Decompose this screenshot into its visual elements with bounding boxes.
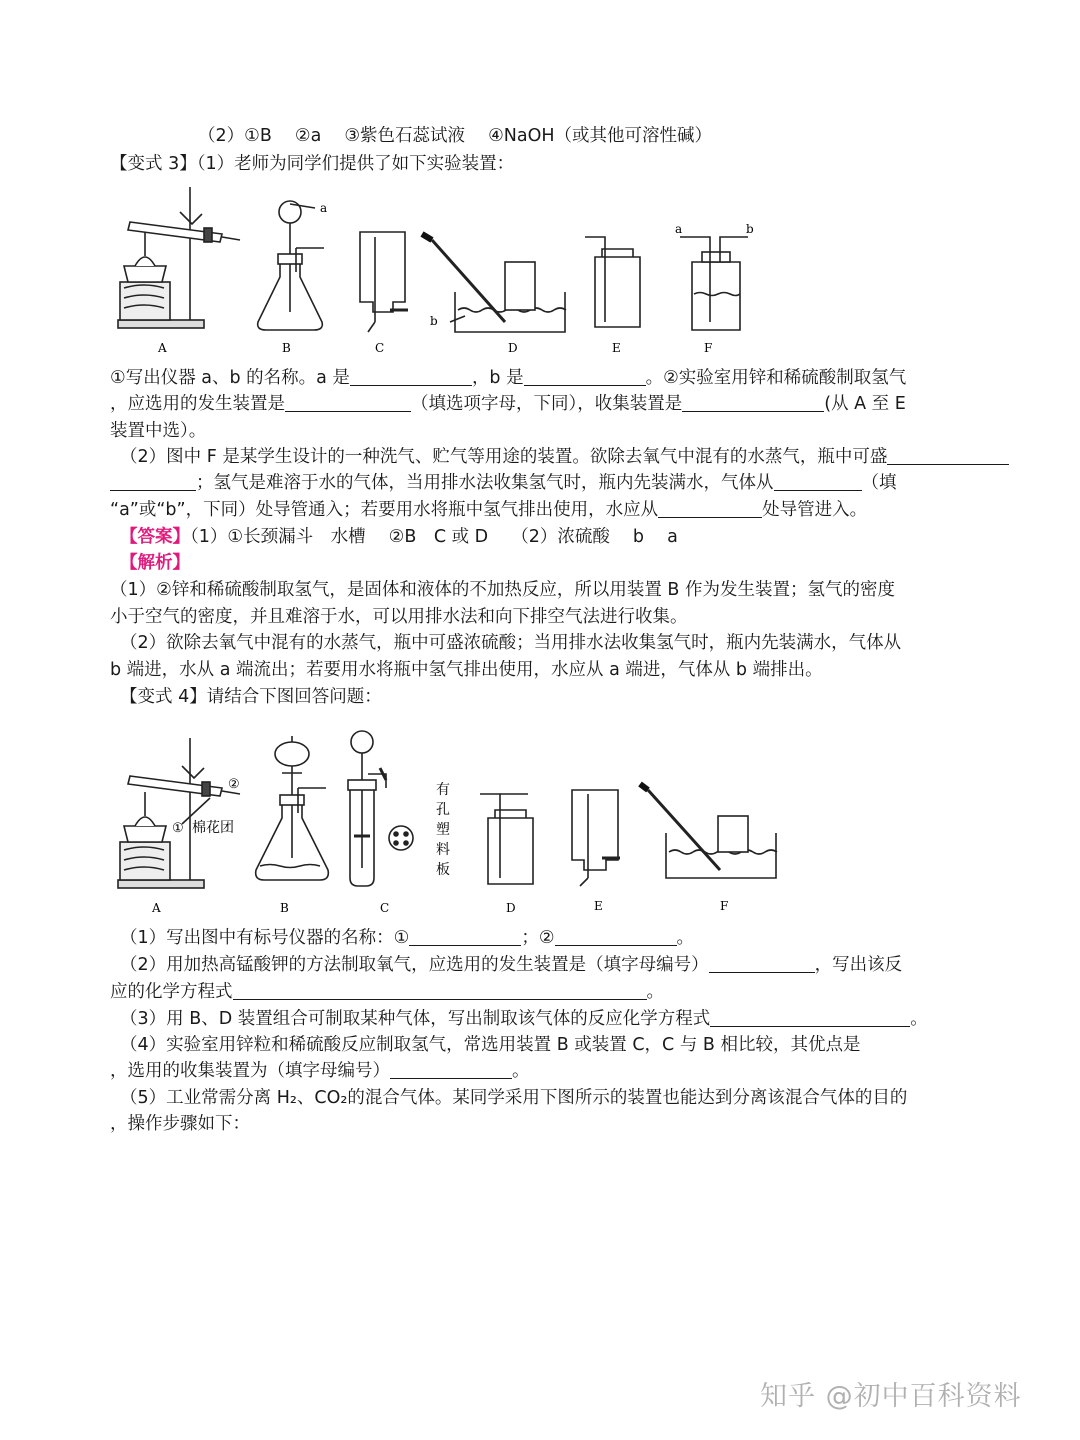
- blank-equation-2[interactable]: [710, 1006, 910, 1027]
- fig1-label-e: E: [612, 341, 621, 355]
- apparatus-e: [585, 237, 640, 327]
- answer-line: 【答案】（1）①长颈漏斗 水槽 ②B C 或 D （2）浓硫酸 b a: [120, 527, 678, 547]
- svg-text:a: a: [320, 201, 328, 215]
- svg-text:b: b: [430, 314, 438, 328]
- analysis-line1: （1）②锌和稀硫酸制取氢气，是固体和液体的不加热反应，所以用装置 B 作为发生装置；氢气的密度: [110, 580, 895, 600]
- apparatus-f: [680, 237, 748, 330]
- blank-generator-2[interactable]: [709, 952, 815, 973]
- fig2-label-d: D: [506, 901, 516, 915]
- q3-part2-line1: （2）图中 F 是某学生设计的一种洗气、贮气等用途的装置。欲除去氧气中混有的水蒸气，瓶中可盛: [120, 444, 1009, 470]
- analysis-tag: 【解析】: [120, 553, 190, 573]
- apparatus-figure-2: [110, 718, 790, 918]
- blank-collector[interactable]: [682, 391, 824, 412]
- fig1-label-d: D: [508, 341, 518, 355]
- v4-q1: （1）写出图中有标号仪器的名称：① ；② 。: [120, 925, 694, 951]
- blank-water-inlet[interactable]: [658, 497, 762, 518]
- blank-reagent-cont[interactable]: [110, 470, 196, 491]
- fig2-label-a: A: [152, 901, 161, 915]
- fig1-label-b: B: [282, 341, 291, 355]
- fig1-label-c: C: [375, 341, 385, 355]
- fig1-label-f: F: [704, 341, 713, 355]
- apparatus-a: [118, 187, 240, 328]
- fig2-label-b: B: [280, 901, 289, 915]
- apparatus-f: [640, 784, 777, 878]
- v4-q2-line1: （2）用加热高锰酸钾的方法制取氧气，应选用的发生装置是（填字母编号） ，写出该反: [120, 952, 902, 978]
- cotton-label: 棉花团: [192, 820, 234, 836]
- apparatus-d: [480, 794, 533, 884]
- apparatus-c: [348, 731, 413, 886]
- apparatus-c: [360, 232, 408, 332]
- variant4-title: 【变式 4】请结合下图回答问题：: [120, 687, 382, 707]
- apparatus-b: [256, 736, 329, 880]
- q3-line3: 装置中选）。: [110, 421, 207, 441]
- svg-text:塑: 塑: [436, 822, 450, 838]
- answer-line-prev: （2）①B ②a ③紫色石蕊试液 ④NaOH（或其他可溶性碱）: [198, 126, 713, 146]
- watermark: 知乎 @初中百科资料: [760, 1381, 1022, 1412]
- mark-2: ②: [228, 777, 240, 792]
- blank-b[interactable]: [524, 365, 646, 386]
- blank-generator[interactable]: [285, 391, 411, 412]
- svg-text:有: 有: [436, 782, 450, 798]
- v4-q5-line2: ，操作步骤如下：: [110, 1114, 250, 1134]
- blank-instrument-2[interactable]: [555, 925, 677, 946]
- analysis-line2: 小于空气的密度，并且难溶于水，可以用排水法和向下排空气法进行收集。: [110, 607, 688, 627]
- v4-q4-line1: （4）实验室用锌粒和稀硫酸反应制取氢气，常选用装置 B 或装置 C，C 与 B 相比较，其优点是: [120, 1035, 861, 1055]
- blank-inlet[interactable]: [774, 470, 862, 491]
- q3-line2: ，应选用的发生装置是 （填选项字母，下同），收集装置是 (从 A 至 E: [110, 391, 906, 417]
- blank-a[interactable]: [350, 365, 472, 386]
- apparatus-b: [258, 201, 324, 330]
- fig1-label-a: A: [158, 341, 167, 355]
- q3-line1: ①写出仪器 a、b 的名称。a 是 ，b 是 。②实验室用锌和稀硫酸制取氢气: [110, 365, 906, 391]
- svg-text:板: 板: [436, 862, 450, 878]
- blank-equation-1[interactable]: [233, 979, 647, 1000]
- apparatus-a: [118, 738, 240, 888]
- v4-q4-line2: ，选用的收集装置为（填字母编号） 。: [110, 1058, 530, 1084]
- mark-1: ①: [172, 821, 184, 836]
- v4-q5-line1: （5）工业常需分离 H₂、CO₂的混合气体。某同学采用下图所示的装置也能达到分离该混合气体的目的: [120, 1088, 908, 1108]
- svg-text:a: a: [675, 222, 683, 236]
- v4-q3: （3）用 B、D 装置组合可制取某种气体，写出制取该气体的反应化学方程式 。: [120, 1006, 928, 1032]
- svg-text:b: b: [746, 222, 754, 236]
- analysis-line3: （2）欲除去氧气中混有的水蒸气，瓶中可盛浓硫酸；当用排水法收集氢气时，瓶内先装满水，气体从: [120, 633, 902, 653]
- analysis-line4: b 端进，水从 a 端流出；若要用水将瓶中氢气排出使用，水应从 a 端进，气体从 b 端排出。: [110, 660, 823, 680]
- apparatus-e: [572, 790, 620, 886]
- q3-part2-line2: ；氢气是难溶于水的气体，当用排水法收集氢气时，瓶内先装满水，气体从 （填: [110, 470, 897, 496]
- q3-part2-line3: “a”或“b”，下同）处导管通入；若要用水将瓶中氢气排出使用，水应从 处导管进入。: [110, 497, 867, 523]
- blank-reagent[interactable]: [887, 444, 1009, 465]
- blank-instrument-1[interactable]: [409, 925, 521, 946]
- svg-text:孔: 孔: [436, 802, 450, 818]
- fig2-label-e: E: [594, 899, 603, 913]
- blank-collector-2[interactable]: [390, 1058, 512, 1079]
- fig2-label-f: F: [720, 899, 729, 913]
- variant3-title: 【变式 3】（1）老师为同学们提供了如下实验装置：: [110, 154, 515, 174]
- apparatus-figure-1: [110, 182, 790, 357]
- svg-text:料: 料: [436, 842, 450, 858]
- apparatus-d: [422, 234, 566, 332]
- fig2-label-c: C: [380, 901, 390, 915]
- v4-q2-line2: 应的化学方程式 。: [110, 979, 664, 1005]
